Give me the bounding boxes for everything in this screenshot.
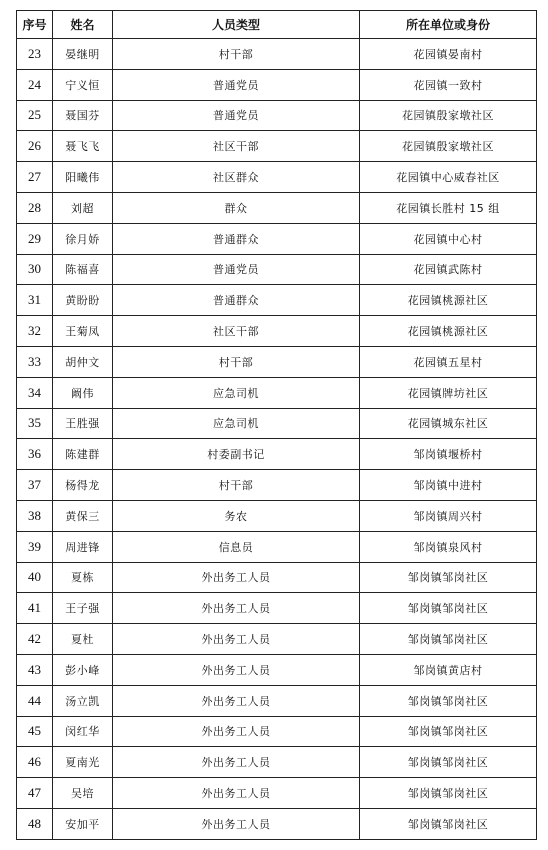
cell-unit: 花园镇五星村	[360, 346, 537, 377]
table-row	[17, 808, 537, 839]
table-row	[17, 131, 537, 162]
table-row	[17, 39, 537, 70]
cell-unit: 花园镇中心村	[360, 223, 537, 254]
cell-type: 外出务工人员	[113, 808, 360, 839]
cell-type: 普通党员	[113, 254, 360, 285]
cell-type: 普通党员	[113, 100, 360, 131]
cell-no: 45	[17, 716, 53, 747]
cell-no: 34	[17, 377, 53, 408]
cell-type: 村干部	[113, 346, 360, 377]
cell-unit: 花园镇牌坊社区	[360, 377, 537, 408]
cell-name: 晏继明	[53, 39, 113, 70]
cell-unit: 邹岗镇邹岗社区	[360, 716, 537, 747]
table-row	[17, 316, 537, 347]
cell-unit: 邹岗镇中进村	[360, 470, 537, 501]
cell-type: 外出务工人员	[113, 562, 360, 593]
cell-type: 外出务工人员	[113, 685, 360, 716]
cell-name: 阳曦伟	[53, 162, 113, 193]
cell-name: 安加平	[53, 808, 113, 839]
table-row	[17, 439, 537, 470]
cell-unit: 邹岗镇邹岗社区	[360, 685, 537, 716]
cell-unit: 邹岗镇黄店村	[360, 654, 537, 685]
cell-type: 普通党员	[113, 69, 360, 100]
cell-type: 应急司机	[113, 408, 360, 439]
cell-type: 普通群众	[113, 223, 360, 254]
cell-unit: 花园镇桃源社区	[360, 285, 537, 316]
cell-no: 46	[17, 747, 53, 778]
cell-no: 39	[17, 531, 53, 562]
personnel-table	[16, 10, 537, 840]
table-row	[17, 285, 537, 316]
cell-name: 王菊凤	[53, 316, 113, 347]
header-no: 序号	[17, 11, 53, 39]
cell-unit: 花园镇城东社区	[360, 408, 537, 439]
cell-unit: 花园镇殷家墩社区	[360, 131, 537, 162]
personnel-list-page	[16, 10, 536, 840]
cell-unit: 花园镇殷家墩社区	[360, 100, 537, 131]
cell-no: 48	[17, 808, 53, 839]
cell-type: 村干部	[113, 470, 360, 501]
cell-unit: 邹岗镇泉风村	[360, 531, 537, 562]
cell-no: 44	[17, 685, 53, 716]
cell-no: 30	[17, 254, 53, 285]
cell-name: 聂国芬	[53, 100, 113, 131]
cell-type: 信息员	[113, 531, 360, 562]
cell-type: 务农	[113, 500, 360, 531]
cell-name: 黄盼盼	[53, 285, 113, 316]
cell-no: 35	[17, 408, 53, 439]
header-type: 人员类型	[113, 11, 360, 39]
cell-name: 夏栋	[53, 562, 113, 593]
cell-type: 外出务工人员	[113, 624, 360, 655]
table-row	[17, 747, 537, 778]
cell-unit: 邹岗镇邹岗社区	[360, 747, 537, 778]
cell-no: 37	[17, 470, 53, 501]
cell-type: 村干部	[113, 39, 360, 70]
table-row	[17, 593, 537, 624]
header-row	[17, 11, 537, 39]
cell-unit: 邹岗镇邹岗社区	[360, 778, 537, 809]
cell-type: 普通群众	[113, 285, 360, 316]
cell-no: 29	[17, 223, 53, 254]
table-row	[17, 254, 537, 285]
cell-no: 47	[17, 778, 53, 809]
cell-name: 黄保三	[53, 500, 113, 531]
cell-unit: 花园镇晏南村	[360, 39, 537, 70]
cell-type: 群众	[113, 192, 360, 223]
cell-no: 38	[17, 500, 53, 531]
cell-type: 外出务工人员	[113, 593, 360, 624]
cell-type: 社区群众	[113, 162, 360, 193]
cell-unit: 邹岗镇邹岗社区	[360, 562, 537, 593]
cell-unit: 花园镇长胜村 15 组	[360, 192, 537, 223]
table-row	[17, 192, 537, 223]
cell-name: 王子强	[53, 593, 113, 624]
cell-type: 村委副书记	[113, 439, 360, 470]
cell-name: 周进锋	[53, 531, 113, 562]
cell-no: 40	[17, 562, 53, 593]
table-row	[17, 346, 537, 377]
table-row	[17, 654, 537, 685]
cell-name: 宁义恒	[53, 69, 113, 100]
cell-name: 杨得龙	[53, 470, 113, 501]
table-row	[17, 408, 537, 439]
cell-no: 32	[17, 316, 53, 347]
table-body	[17, 39, 537, 840]
table-row	[17, 470, 537, 501]
table-row	[17, 500, 537, 531]
cell-no: 24	[17, 69, 53, 100]
cell-no: 41	[17, 593, 53, 624]
table-row	[17, 624, 537, 655]
cell-type: 外出务工人员	[113, 654, 360, 685]
cell-unit: 邹岗镇邹岗社区	[360, 593, 537, 624]
table-row	[17, 562, 537, 593]
table-row	[17, 531, 537, 562]
cell-type: 外出务工人员	[113, 778, 360, 809]
cell-name: 陈建群	[53, 439, 113, 470]
cell-no: 27	[17, 162, 53, 193]
cell-unit: 邹岗镇邹岗社区	[360, 624, 537, 655]
cell-no: 25	[17, 100, 53, 131]
cell-type: 应急司机	[113, 377, 360, 408]
cell-name: 汤立凯	[53, 685, 113, 716]
table-row	[17, 685, 537, 716]
table-header	[17, 11, 537, 39]
cell-name: 闵红华	[53, 716, 113, 747]
cell-name: 阚伟	[53, 377, 113, 408]
cell-no: 33	[17, 346, 53, 377]
cell-no: 31	[17, 285, 53, 316]
table-row	[17, 100, 537, 131]
table-row	[17, 162, 537, 193]
cell-unit: 花园镇武陈村	[360, 254, 537, 285]
cell-type: 外出务工人员	[113, 747, 360, 778]
cell-name: 胡仲文	[53, 346, 113, 377]
cell-name: 吴培	[53, 778, 113, 809]
table-row	[17, 377, 537, 408]
cell-name: 夏南光	[53, 747, 113, 778]
cell-type: 社区干部	[113, 316, 360, 347]
cell-no: 36	[17, 439, 53, 470]
cell-type: 社区干部	[113, 131, 360, 162]
cell-unit: 邹岗镇周兴村	[360, 500, 537, 531]
cell-name: 刘超	[53, 192, 113, 223]
cell-name: 夏杜	[53, 624, 113, 655]
cell-name: 彭小峰	[53, 654, 113, 685]
cell-name: 陈福喜	[53, 254, 113, 285]
table-row	[17, 223, 537, 254]
cell-unit: 花园镇中心威春社区	[360, 162, 537, 193]
cell-no: 26	[17, 131, 53, 162]
cell-no: 42	[17, 624, 53, 655]
table-row	[17, 716, 537, 747]
cell-no: 23	[17, 39, 53, 70]
header-unit: 所在单位或身份	[360, 11, 537, 39]
cell-name: 王胜强	[53, 408, 113, 439]
cell-type: 外出务工人员	[113, 716, 360, 747]
header-name: 姓名	[53, 11, 113, 39]
cell-name: 聂飞飞	[53, 131, 113, 162]
cell-no: 28	[17, 192, 53, 223]
cell-no: 43	[17, 654, 53, 685]
cell-unit: 花园镇一致村	[360, 69, 537, 100]
table-row	[17, 778, 537, 809]
cell-name: 徐月娇	[53, 223, 113, 254]
cell-unit: 邹岗镇邹岗社区	[360, 808, 537, 839]
cell-unit: 花园镇桃源社区	[360, 316, 537, 347]
cell-unit: 邹岗镇堰桥村	[360, 439, 537, 470]
table-row	[17, 69, 537, 100]
